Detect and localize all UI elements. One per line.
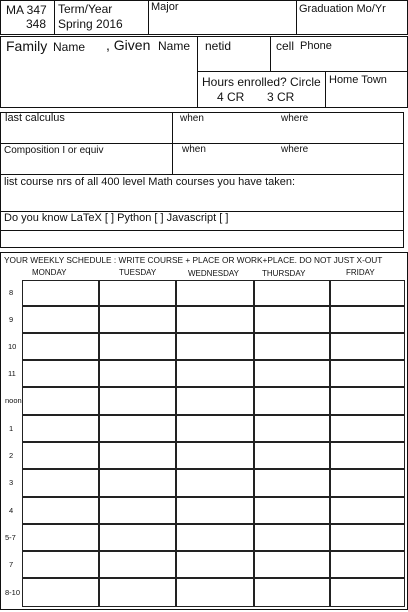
schedule-cell-thursday[interactable] xyxy=(254,415,330,442)
skills-checkbox-latex[interactable] xyxy=(116,212,134,226)
phone-label: Phone xyxy=(300,40,332,52)
last-calculus-label: last calculus xyxy=(5,112,65,124)
schedule-cell-friday[interactable] xyxy=(330,333,405,360)
major-label: Major xyxy=(151,1,179,13)
schedule-cell-friday[interactable] xyxy=(330,415,405,442)
calculus-when-label: when xyxy=(180,113,204,124)
hometown-label: Home Town xyxy=(329,74,387,86)
hours-option-4cr[interactable]: 4 CR xyxy=(217,90,245,104)
day-header-thursday: THURSDAY xyxy=(262,269,306,278)
schedule-instructions: YOUR WEEKLY SCHEDULE : WRITE COURSE + PLACE OR WORK+PLACE. DO NOT JUST X-OUT xyxy=(4,255,383,265)
hours-option-3cr[interactable]: 3 CR xyxy=(267,90,295,104)
header-divider xyxy=(54,0,55,35)
time-label: 7 xyxy=(9,559,14,569)
schedule-cell-monday[interactable] xyxy=(22,360,99,387)
time-label: noon xyxy=(5,396,22,405)
schedule-cell-wednesday[interactable] xyxy=(176,387,254,415)
given-name-label: , Given xyxy=(106,37,151,53)
schedule-cell-thursday[interactable] xyxy=(254,497,330,524)
course-number: MA 347 xyxy=(6,3,47,17)
composition-field[interactable] xyxy=(2,157,402,173)
schedule-cell-friday[interactable] xyxy=(330,497,405,524)
schedule-cell-friday[interactable] xyxy=(330,442,405,469)
schedule-cell-wednesday[interactable] xyxy=(176,551,254,578)
time-label: 2 xyxy=(9,450,14,460)
cell-label: cell xyxy=(276,39,295,53)
schedule-cell-monday[interactable] xyxy=(22,333,99,360)
hours-question: Hours enrolled? Circle xyxy=(202,75,321,89)
composition-when-label: when xyxy=(182,144,206,155)
course-number-alt: 348 xyxy=(26,17,47,31)
schedule-cell-monday[interactable] xyxy=(22,442,99,469)
schedule-cell-tuesday[interactable] xyxy=(99,306,176,333)
schedule-cell-thursday[interactable] xyxy=(254,333,330,360)
schedule-cell-tuesday[interactable] xyxy=(99,442,176,469)
schedule-cell-thursday[interactable] xyxy=(254,306,330,333)
calculus-where-label: where xyxy=(281,113,309,124)
row-divider xyxy=(0,230,404,231)
term-label: Term/Year xyxy=(58,2,113,16)
time-label: 4 xyxy=(9,505,14,515)
schedule-cell-thursday[interactable] xyxy=(254,360,330,387)
schedule-cell-monday[interactable] xyxy=(22,551,99,578)
schedule-cell-friday[interactable] xyxy=(330,280,405,306)
schedule-cell-tuesday[interactable] xyxy=(99,280,176,306)
schedule-cell-tuesday[interactable] xyxy=(99,415,176,442)
schedule-cell-thursday[interactable] xyxy=(254,578,330,607)
schedule-cell-friday[interactable] xyxy=(330,524,405,551)
programming-skills-label: Do you know LaTeX [ ] Python [ ] Javascript [ ] xyxy=(4,212,229,224)
schedule-cell-tuesday[interactable] xyxy=(99,578,176,607)
schedule-cell-friday[interactable] xyxy=(330,360,405,387)
time-label: 5-7 xyxy=(5,532,16,542)
composition-where-label: where xyxy=(281,144,309,155)
schedule-cell-friday[interactable] xyxy=(330,551,405,578)
row-divider xyxy=(0,174,404,175)
name-field[interactable] xyxy=(2,56,196,106)
schedule-cell-tuesday[interactable] xyxy=(99,497,176,524)
schedule-cell-thursday[interactable] xyxy=(254,524,330,551)
schedule-cell-monday[interactable] xyxy=(22,524,99,551)
calculus-field[interactable] xyxy=(2,126,402,142)
graduation-label: Graduation Mo/Yr xyxy=(299,3,386,15)
netid-label: netid xyxy=(205,39,232,53)
schedule-cell-thursday[interactable] xyxy=(254,551,330,578)
schedule-cell-wednesday[interactable] xyxy=(176,497,254,524)
schedule-cell-wednesday[interactable] xyxy=(176,333,254,360)
schedule-cell-monday[interactable] xyxy=(22,578,99,607)
schedule-cell-wednesday[interactable] xyxy=(176,306,254,333)
time-label: 10 xyxy=(8,341,17,351)
schedule-cell-tuesday[interactable] xyxy=(99,524,176,551)
schedule-cell-wednesday[interactable] xyxy=(176,280,254,306)
time-label: 9 xyxy=(9,314,14,324)
schedule-cell-wednesday[interactable] xyxy=(176,442,254,469)
skills-checkbox-javascript[interactable] xyxy=(256,212,278,226)
schedule-cell-thursday[interactable] xyxy=(254,280,330,306)
schedule-cell-wednesday[interactable] xyxy=(176,360,254,387)
schedule-cell-friday[interactable] xyxy=(330,578,405,607)
schedule-cell-wednesday[interactable] xyxy=(176,524,254,551)
schedule-cell-wednesday[interactable] xyxy=(176,415,254,442)
time-label: 3 xyxy=(9,478,14,487)
major-field[interactable] xyxy=(149,12,295,34)
schedule-cell-wednesday[interactable] xyxy=(176,578,254,607)
math-400-courses-label: list course nrs of all 400 level Math courses you have taken: xyxy=(4,176,296,188)
schedule-cell-friday[interactable] xyxy=(330,469,405,497)
math-400-courses-field[interactable] xyxy=(2,189,402,210)
day-header-friday: FRIDAY xyxy=(346,268,375,277)
family-name-label-suffix: Name xyxy=(53,40,86,54)
schedule-cell-thursday[interactable] xyxy=(254,442,330,469)
schedule-cell-tuesday[interactable] xyxy=(99,387,176,415)
skills-checkbox-python[interactable] xyxy=(175,212,195,226)
time-label: 8 xyxy=(9,288,14,297)
cell-field[interactable] xyxy=(272,52,406,70)
day-header-wednesday: WEDNESDAY xyxy=(188,269,239,278)
schedule-cell-monday[interactable] xyxy=(22,387,99,415)
schedule-cell-monday[interactable] xyxy=(22,469,99,497)
hometown-field[interactable] xyxy=(327,86,406,106)
schedule-cell-thursday[interactable] xyxy=(254,387,330,415)
time-label: 8-10 xyxy=(5,587,21,597)
given-name-label-suffix: Name xyxy=(158,39,191,53)
schedule-cell-friday[interactable] xyxy=(330,387,405,415)
netid-field[interactable] xyxy=(199,52,269,70)
time-label: 1 xyxy=(9,423,14,433)
schedule-cell-thursday[interactable] xyxy=(254,469,330,497)
schedule-cell-tuesday[interactable] xyxy=(99,360,176,387)
schedule-cell-monday[interactable] xyxy=(22,280,99,306)
term-value: Spring 2016 xyxy=(58,17,123,31)
schedule-cell-tuesday[interactable] xyxy=(99,333,176,360)
graduation-field[interactable] xyxy=(297,16,407,34)
day-header-monday: MONDAY xyxy=(32,268,67,277)
schedule-cell-wednesday[interactable] xyxy=(176,469,254,497)
composition-label: Composition I or equiv xyxy=(4,145,104,156)
family-name-label: Family xyxy=(6,38,48,54)
schedule-cell-tuesday[interactable] xyxy=(99,551,176,578)
schedule-cell-monday[interactable] xyxy=(22,415,99,442)
schedule-cell-monday[interactable] xyxy=(22,497,99,524)
schedule-cell-tuesday[interactable] xyxy=(99,469,176,497)
day-header-tuesday: TUESDAY xyxy=(119,268,157,277)
time-label: 11 xyxy=(8,368,16,378)
schedule-cell-friday[interactable] xyxy=(330,306,405,333)
schedule-cell-monday[interactable] xyxy=(22,306,99,333)
